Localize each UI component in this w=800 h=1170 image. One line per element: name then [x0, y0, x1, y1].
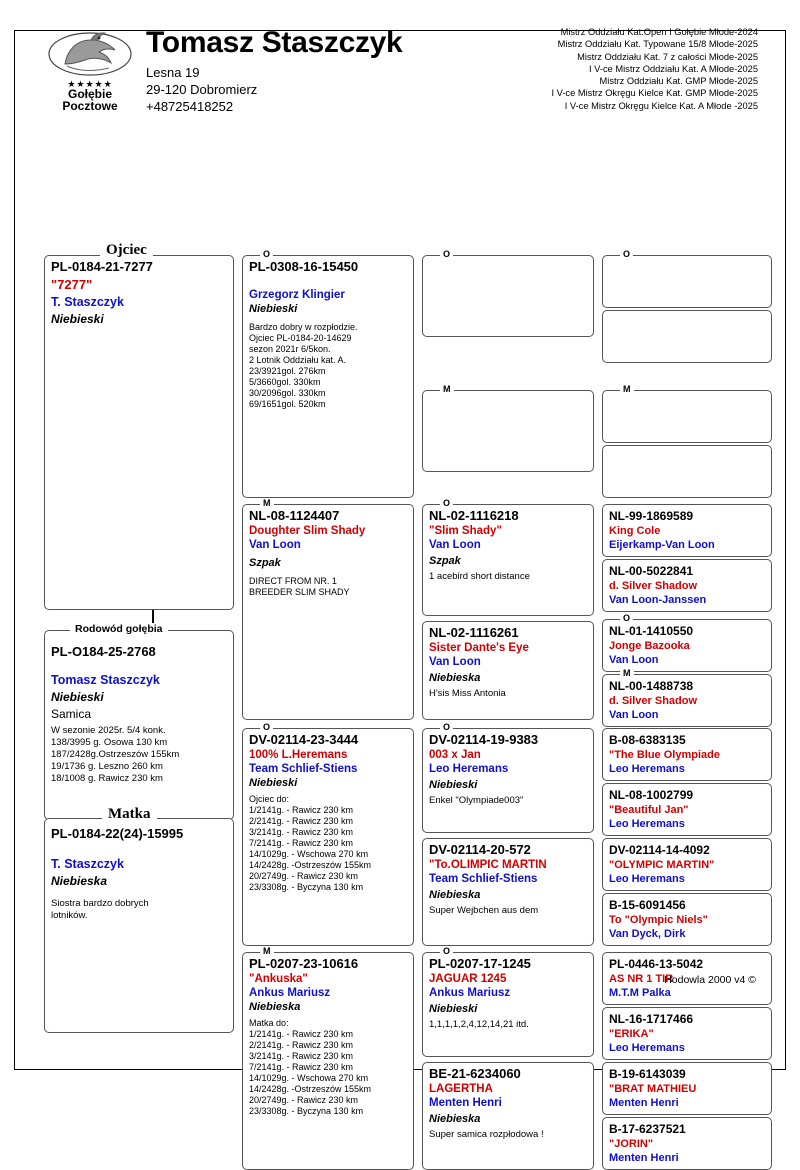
note-line: 69/1651gol. 520km	[249, 399, 326, 409]
note-line: 2 Lotnik Oddziału kat. A.	[249, 355, 347, 365]
note-line: 1 acebird short distance	[429, 571, 530, 582]
gen3-card-4[interactable]	[422, 728, 594, 833]
father-card[interactable]	[44, 255, 234, 610]
pigeon-name: "BRAT MATHIEU	[609, 1083, 697, 1095]
gen4-tag-sire: O	[620, 249, 633, 259]
gen4-card-2[interactable]	[602, 390, 772, 443]
pigeon-color: Niebieski	[249, 777, 298, 789]
ring-number: NL-16-1717466	[609, 1012, 694, 1026]
gen3-tag-sire: O	[440, 249, 453, 259]
pedigree-of-label: Rodowód gołębia	[70, 623, 168, 635]
pigeon-name: Jonge Bazooka	[609, 640, 690, 652]
ring-number: NL-02-1116218	[429, 508, 519, 523]
subject-note: 19/1736 g. Leszno 260 km	[51, 761, 163, 772]
breeder-name: Leo Heremans	[609, 1042, 685, 1054]
gen4-tag-dam: M	[620, 668, 634, 678]
gen4-card-5[interactable]	[602, 559, 772, 612]
breeder-name: Leo Heremans	[609, 873, 685, 885]
pigeon-name: "ERIKA"	[609, 1028, 654, 1040]
pigeon-color: Szpak	[429, 555, 461, 567]
gen3-card-7[interactable]	[422, 1062, 594, 1170]
breeder-name: Menten Henri	[429, 1097, 502, 1109]
mother-note: lotników.	[51, 910, 88, 921]
breeder-name: M.T.M Palka	[609, 987, 671, 999]
header	[38, 18, 762, 118]
pigeon-name: d. Silver Shadow	[609, 695, 698, 707]
pigeon-color: Niebieski	[429, 1003, 478, 1015]
note-line: 14/1029g. - Wschowa 270 km	[249, 1073, 369, 1083]
note-line: Ojciec PL-0184-20-14629	[249, 333, 352, 343]
breeder-name: Eijerkamp-Van Loon	[609, 539, 715, 551]
note-line: Ojciec do:	[249, 794, 290, 804]
subject-ring: PL-O184-25-2768	[51, 644, 156, 659]
pigeon-name: "To.OLIMPIC MARTIN	[429, 859, 547, 871]
gen3-card-2[interactable]	[422, 504, 594, 616]
pigeon-name: LAGERTHA	[429, 1083, 493, 1095]
ring-number: B-15-6091456	[609, 898, 686, 912]
pigeon-name: "OLYMPIC MARTIN"	[609, 859, 715, 871]
ring-number: PL-0308-16-15450	[249, 259, 359, 274]
gen4-card-9[interactable]	[602, 783, 772, 836]
pigeon-color: Niebieska	[429, 672, 481, 684]
gen2-tag-dam: M	[260, 946, 274, 956]
pigeon-logo-icon	[47, 24, 133, 82]
note-line: 2/2141g. - Rawicz 230 km	[249, 816, 354, 826]
breeder-name: Menten Henri	[609, 1152, 679, 1164]
breeder-name: Van Loon	[429, 656, 481, 668]
title-line: Mistrz Oddziału Kat.Open I Gołębie Młode-2024	[560, 27, 758, 37]
gen4-card-11[interactable]	[602, 893, 772, 946]
note-line: 3/2141g. - Rawicz 230 km	[249, 827, 354, 837]
subject-note: W sezonie 2025r. 5/4 konk.	[51, 725, 166, 736]
logo-line-2: Pocztowe	[62, 99, 118, 113]
subject-sex: Samica	[51, 707, 92, 721]
gen3-card-0[interactable]	[422, 255, 594, 337]
note-line: 1/2141g. - Rawicz 230 km	[249, 805, 354, 815]
ring-number: NL-99-1869589	[609, 509, 694, 523]
note-line: 1,1,1,1,2,4,12,14,21 itd.	[429, 1019, 529, 1030]
pigeon-name: To "Olympic Niels"	[609, 914, 708, 926]
pigeon-name: "Slim Shady"	[429, 525, 502, 537]
subject-note: 187/2428g.Ostrzeszów 155km	[51, 749, 180, 760]
ring-number: PL-0207-23-10616	[249, 956, 359, 971]
note-line: 23/3308g. - Byczyna 130 km	[249, 1106, 364, 1116]
ring-number: NL-08-1002799	[609, 788, 694, 802]
pigeon-name: King Cole	[609, 525, 661, 537]
gen4-card-13[interactable]	[602, 1007, 772, 1060]
ring-number: DV-02114-20-572	[429, 842, 531, 857]
title-line: Mistrz Oddziału Kat. GMP Młode-2025	[599, 76, 758, 87]
gen3-tag-dam: M	[440, 384, 454, 394]
pigeon-name: "Beautiful Jan"	[609, 804, 689, 816]
gen4-card-15[interactable]	[602, 1117, 772, 1170]
note-line: BREEDER SLIM SHADY	[249, 587, 350, 597]
breeder-name: Van Loon	[249, 539, 301, 551]
note-line: 20/2749g. - Rawicz 230 km	[249, 871, 359, 881]
mother-color: Niebieska	[51, 874, 108, 888]
breeder-name: Van Dyck, Dirk	[609, 928, 686, 940]
note-line: H'sis Miss Antonia	[429, 688, 506, 699]
pigeon-name: "The Blue Olympiade	[609, 749, 720, 761]
breeder-name: Ankus Mariusz	[249, 987, 331, 999]
gen4-card-10[interactable]	[602, 838, 772, 891]
pigeon-color: Szpak	[249, 557, 281, 569]
note-line: DIRECT FROM NR. 1	[249, 576, 337, 586]
title-line: Mistrz Oddziału Kat. 7 z całości Młode-2025	[577, 51, 758, 62]
father-breeder: T. Staszczyk	[51, 295, 124, 309]
breeder-name: Leo Heremans	[609, 818, 685, 830]
pedigree-grid	[22, 118, 778, 1164]
pigeon-name: JAGUAR 1245	[429, 973, 507, 985]
note-line: 7/2141g. - Rawicz 230 km	[249, 1062, 354, 1072]
note-line: 7/2141g. - Rawicz 230 km	[249, 838, 354, 848]
pigeon-name: AS NR 1 TIR	[609, 973, 674, 985]
subject-breeder: Tomasz Staszczyk	[51, 673, 160, 687]
breeder-name: Grzegorz Klingier	[249, 289, 345, 301]
mother-label: Matka	[102, 806, 157, 823]
ring-number: PL-0207-17-1245	[429, 956, 531, 971]
father-label: Ojciec	[100, 242, 153, 259]
breeder-name: Team Schlief-Stiens	[429, 873, 538, 885]
gen3-card-5[interactable]	[422, 838, 594, 946]
pigeon-color: Niebieska	[249, 1001, 301, 1013]
ring-number: NL-00-1488738	[609, 679, 694, 693]
note-line: Super samica rozpłodowa !	[429, 1129, 544, 1140]
note-line: Bardzo dobry w rozpłodzie.	[249, 322, 358, 332]
owner-address-2: 29-120 Dobromierz	[146, 82, 258, 97]
pigeon-name: 003 x Jan	[429, 749, 481, 761]
gen4-card-14[interactable]	[602, 1062, 772, 1115]
pigeon-color: Niebieski	[249, 303, 298, 315]
logo-line-1: Gołębie	[67, 87, 112, 101]
breeder-name: Ankus Mariusz	[429, 987, 511, 999]
note-line: Matka do:	[249, 1018, 289, 1028]
gen3-card-3[interactable]	[422, 621, 594, 720]
mother-card[interactable]	[44, 818, 234, 1033]
note-line: 23/3921gol. 276km	[249, 366, 326, 376]
pigeon-color: Niebieska	[429, 1113, 481, 1125]
gen3-tag-sire: O	[440, 946, 453, 956]
achievement-titles	[480, 24, 758, 112]
note-line: Enkel "Olympiade003"	[429, 795, 524, 806]
loft-logo	[42, 24, 138, 118]
pigeon-name: "JORIN"	[609, 1138, 654, 1150]
note-line: 14/2428g. -Ostrzeszów 155km	[249, 1084, 372, 1094]
gen3-card-1[interactable]	[422, 390, 594, 472]
pigeon-name: Doughter Slim Shady	[249, 525, 366, 537]
note-line: 14/1029g. - Wschowa 270 km	[249, 849, 369, 859]
ring-number: DV-02114-14-4092	[609, 843, 710, 857]
note-line: sezon 2021r 6/5kon.	[249, 344, 331, 354]
pigeon-name: Sister Dante's Eye	[429, 642, 529, 654]
gen4-card-1[interactable]	[602, 310, 772, 363]
note-line: 5/3660gol. 330km	[249, 377, 321, 387]
pigeon-name: 100% L.Heremans	[249, 749, 348, 761]
gen4-card-4[interactable]	[602, 504, 772, 557]
subject-note: 138/3995 g. Osowa 130 km	[51, 737, 168, 748]
note-line: 14/2428g. -Ostrzeszów 155km	[249, 860, 372, 870]
breeder-name: Leo Heremans	[429, 763, 509, 775]
gen4-card-8[interactable]	[602, 728, 772, 781]
note-line: 3/2141g. - Rawicz 230 km	[249, 1051, 354, 1061]
gen4-tag-dam: M	[620, 384, 634, 394]
subject-note: 18/1008 g. Rawicz 230 km	[51, 773, 163, 784]
gen3-card-6[interactable]	[422, 952, 594, 1057]
mother-ring: PL-0184-22(24)-15995	[51, 826, 184, 841]
ring-number: NL-01-1410550	[609, 624, 694, 638]
gen4-card-6[interactable]	[602, 619, 772, 672]
subject-color: Niebieski	[51, 690, 104, 704]
ring-number: B-17-6237521	[609, 1122, 686, 1136]
pigeon-name: d. Silver Shadow	[609, 580, 698, 592]
ring-number: NL-08-1124407	[249, 508, 340, 523]
subject-card[interactable]	[44, 630, 234, 820]
ring-number: NL-02-1116261	[429, 625, 519, 640]
note-line: 30/2096gol. 330km	[249, 388, 326, 398]
ring-number: NL-00-5022841	[609, 564, 694, 578]
gen2-card-2[interactable]	[242, 728, 414, 946]
mother-breeder: T. Staszczyk	[51, 857, 124, 871]
gen3-tag-sire: O	[440, 498, 453, 508]
title-line: I V-ce Mistrz Oddziału Kat. A Młode-2025	[589, 63, 758, 74]
breeder-name: Menten Henri	[609, 1097, 679, 1109]
gen4-card-7[interactable]	[602, 674, 772, 727]
gen4-card-0[interactable]	[602, 255, 772, 308]
logo-stars: ★★★★★	[67, 79, 113, 89]
gen4-tag-sire: O	[620, 613, 633, 623]
breeder-name: Van Loon	[429, 539, 481, 551]
note-line: 20/2749g. - Rawicz 230 km	[249, 1095, 359, 1105]
gen2-tag-dam: M	[260, 498, 274, 508]
pigeon-color: Niebieski	[429, 779, 478, 791]
owner-phone: +48725418252	[146, 99, 234, 114]
gen2-card-3[interactable]	[242, 952, 414, 1170]
gen2-tag-sire: O	[260, 249, 273, 259]
gen2-card-0[interactable]	[242, 255, 414, 498]
gen2-tag-sire: O	[260, 722, 273, 732]
note-line: 1/2141g. - Rawicz 230 km	[249, 1029, 354, 1039]
breeder-name: Van Loon-Janssen	[609, 594, 707, 606]
breeder-name: Leo Heremans	[609, 763, 685, 775]
father-name: "7277"	[51, 277, 93, 292]
breeder-name: Van Loon	[609, 654, 659, 666]
ring-number: B-08-6383135	[609, 733, 686, 747]
breeder-name: Team Schlief-Stiens	[249, 763, 358, 775]
owner-name: Tomasz Staszczyk	[146, 26, 403, 59]
note-line: 23/3308g. - Byczyna 130 km	[249, 882, 364, 892]
gen4-card-3[interactable]	[602, 445, 772, 498]
title-line: I V-ce Mistrz Okręgu Kielce Kat. A Młode -2025	[564, 100, 758, 111]
mother-note: Siostra bardzo dobrych	[51, 898, 149, 909]
note-line: 2/2141g. - Rawicz 230 km	[249, 1040, 354, 1050]
ring-number: B-19-6143039	[609, 1067, 686, 1081]
breeder-name: Van Loon	[609, 709, 659, 721]
owner-block	[138, 24, 480, 115]
ring-number: DV-02114-23-3444	[249, 732, 359, 747]
title-line: Mistrz Oddziału Kat. Typowane 15/8 Młode-2025	[557, 39, 758, 50]
gen2-card-1[interactable]	[242, 504, 414, 720]
ring-number: PL-0446-13-5042	[609, 957, 704, 971]
pigeon-name: "Ankuska"	[249, 973, 308, 985]
note-line: Super Wejbchen aus dem	[429, 905, 539, 916]
ring-number: DV-02114-19-9383	[429, 732, 539, 747]
pigeon-color: Niebieska	[429, 889, 481, 901]
ring-number: BE-21-6234060	[429, 1066, 521, 1081]
title-line: I V-ce Mistrz Okręgu Kielce Kat. GMP Młode-2025	[551, 88, 758, 99]
gen3-tag-sire: O	[440, 722, 453, 732]
father-color: Niebieski	[51, 312, 104, 326]
footer-credit: Hodowla 2000 v4 ©	[664, 974, 756, 986]
father-ring: PL-0184-21-7277	[51, 259, 153, 274]
owner-address-1: Lesna 19	[146, 65, 200, 80]
